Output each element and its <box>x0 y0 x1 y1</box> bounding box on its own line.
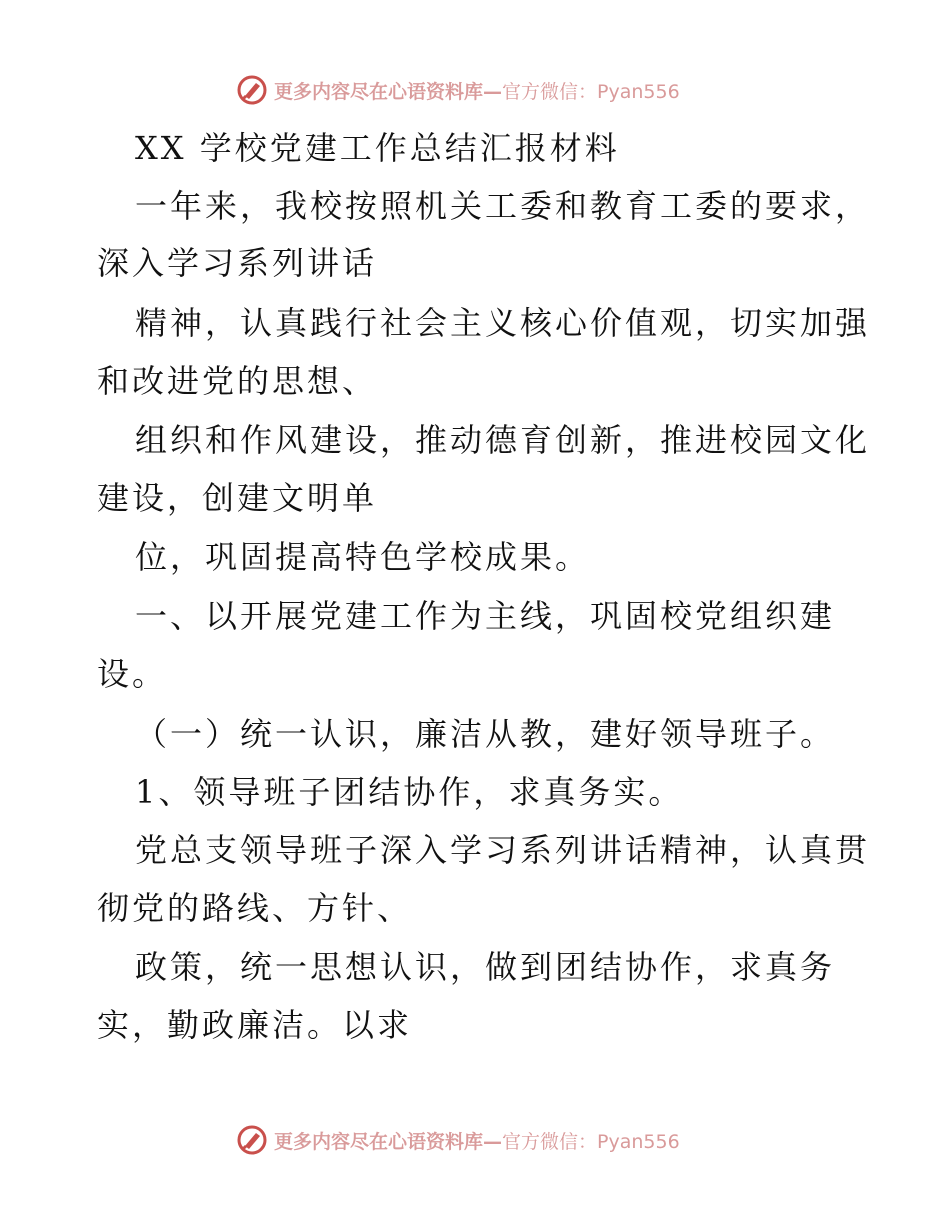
watermark-text: 更多内容尽在心语资料库— <box>274 1130 503 1153</box>
footer-watermark <box>236 1122 756 1158</box>
paragraph-line: 和改进党的思想、 <box>97 362 378 400</box>
paragraph-line: 实，勤政廉洁。以求 <box>97 1006 413 1044</box>
paragraph-line: 深入学习系列讲话 <box>97 244 378 282</box>
watermark-text: 更多内容尽在心语资料库— <box>274 80 503 103</box>
item-heading: 1、领导班子团结协作，求真务实。 <box>135 773 684 811</box>
paragraph-line: 精神，认真践行社会主义核心价值观，切实加强 <box>135 304 871 342</box>
paragraph-line: 设。 <box>97 655 168 693</box>
watermark-wechat: 官方微信：Pyan556 <box>502 1130 680 1153</box>
paragraph-line: 政策，统一思想认识，做到团结协作，求真务 <box>135 948 836 986</box>
document-title: XX 学校党建工作总结汇报材料 <box>135 129 620 167</box>
paragraph-line: 位，巩固提高特色学校成果。 <box>135 538 591 576</box>
brand-logo-icon <box>236 1124 268 1156</box>
watermark-wechat: 官方微信：Pyan556 <box>502 80 680 103</box>
paragraph-line: 彻党的路线、方针、 <box>97 889 413 927</box>
paragraph-line: 党总支领导班子深入学习系列讲话精神，认真贯 <box>135 831 871 869</box>
brand-logo-icon <box>236 74 268 106</box>
header-watermark <box>236 72 756 108</box>
paragraph-line: 一年来，我校按照机关工委和教育工委的要求， <box>135 187 871 225</box>
subsection-heading: （一）统一认识，廉洁从教，建好领导班子。 <box>135 715 836 753</box>
paragraph-line: 建设，创建文明单 <box>97 479 378 517</box>
paragraph-line: 组织和作风建设，推动德育创新，推进校园文化 <box>135 421 871 459</box>
section-heading: 一、以开展党建工作为主线，巩固校党组织建 <box>135 597 836 635</box>
